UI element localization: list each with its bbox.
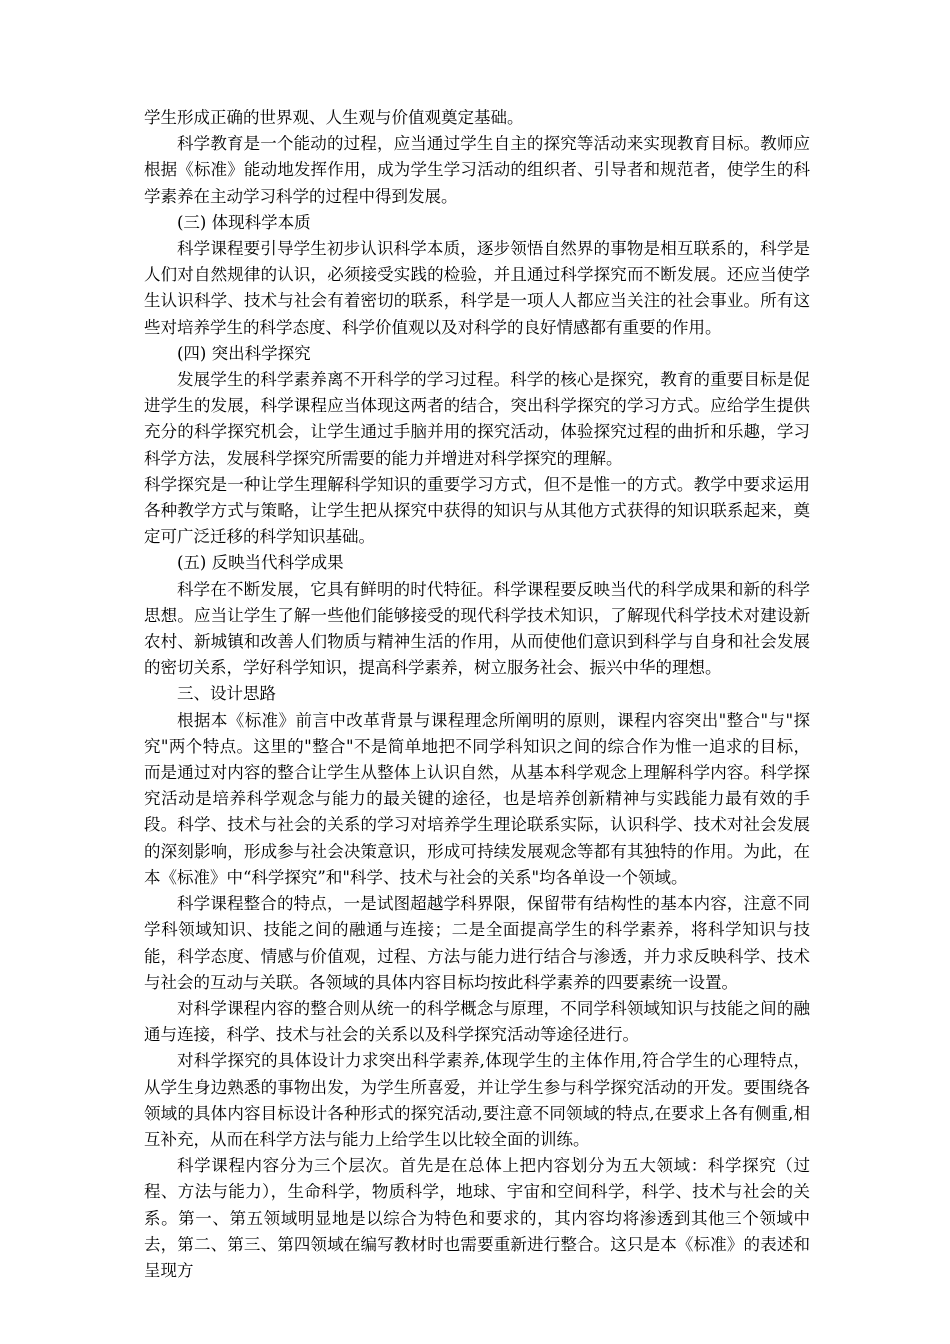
paragraph: 对科学探究的具体设计力求突出科学素养,体现学生的主体作用,符合学生的心理特点，从学生身边熟悉的事物出发，为学生所喜爱，并让学生参与科学探究活动的开发。要围绕各领域的具体内容目标设计各种形式的探究活动,要注意不同领域的特点,在要求上各有侧重,相互补充，从而在科学方法与能力上给学生以比较全面的训练。 <box>144 1051 810 1149</box>
paragraph: 科学在不断发展，它具有鲜明的时代特征。科学课程要反映当代的科学成果和新的科学思想。应当让学生了解一些他们能够接受的现代科学技术知识，了解现代科学技术对建设新农村、新城镇和改善人们物质与精神生活的作用，从而使他们意识到科学与自身和社会发展的密切关系，学好科学知识，提高科学素养，树立服务社会、振兴中华的理想。 <box>144 579 810 678</box>
paragraph: 科学课程内容分为三个层次。首先是在总体上把内容划分为五大领域：科学探究（过程、方法与能力），生命科学，物质科学，地球、宇宙和空间科学，科学、技术与社会的关系。第一、第五领域明显地是以综合为特色和要求的，其内容均将渗透到其他三个领域中去，第二、第三、第四领域在编写教材时也需要重新进行整合。这只是本《标准》的表述和呈现方 <box>144 1156 810 1280</box>
paragraph: 对科学课程内容的整合则从统一的科学概念与原理，不同学科领域知识与技能之间的融通与连接，科学、技术与社会的关系以及科学探究活动等途径进行。 <box>144 998 810 1045</box>
paragraph-unindented: 科学探究是一种让学生理解科学知识的重要学习方式，但不是惟一的方式。教学中要求运用各种教学方式与策略，让学生把从探究中获得的知识与从其他方式获得的知识联系起来，奠定可广泛迁移的科学知识基础。 <box>144 474 810 547</box>
paragraph-continuation: 学生形成正确的世界观、人生观与价值观奠定基础。 <box>144 108 524 127</box>
paragraph: 科学课程整合的特点，一是试图超越学科界限，保留带有结构性的基本内容，注意不同学科领域知识、技能之间的融通与连接；二是全面提高学生的科学素养，将科学知识与技能，科学态度、情感与价值观，过程、方法与能力进行结合与渗透，并力求反映科学、技术与社会的互动与关联。各领域的具体内容目标均按此科学素养的四要素统一设置。 <box>144 894 810 992</box>
chapter-heading: 三、设计思路 <box>177 684 276 704</box>
paragraph: 根据本《标准》前言中改革背景与课程理念所阐明的原则，课程内容突出"整合"与"探究"两个特点。这里的"整合"不是简单地把不同学科知识之间的综合作为惟一追求的目标，而是通过对内容的整合让学生从整体上认识自然，从基本科学观念上理解科学内容。科学探究活动是培养科学观念与能力的最关键的途径，也是培养创新精神与实践能力最有效的手段。科学、技术与社会的关系的学习对培养学生理论联系实际，认识科学、技术对社会发展的深刻影响，形成参与社会决策意识，形成可持续发展观念等都有其独特的作用。为此，在本《标准》中“科学探究”和"科学、技术与社会的关系"均各单设一个领域。 <box>144 710 810 887</box>
document-body <box>144 105 810 1284</box>
paragraph: 科学教育是一个能动的过程，应当通过学生自主的探究等活动来实现教育目标。教师应根据《标准》能动地发挥作用，成为学生学习活动的组织者、引导者和规范者，使学生的科学素养在主动学习科学的过程中得到发展。 <box>144 134 810 206</box>
paragraph: 科学课程要引导学生初步认识科学本质，逐步领悟自然界的事物是相互联系的，科学是人们对自然规律的认识，必须接受实践的检验，并且通过科学探究而不断发展。还应当使学生认识科学、技术与社会有着密切的联系，科学是一项人人都应当关注的社会事业。所有这些对培养学生的科学态度、科学价值观以及对科学的良好情感都有重要的作用。 <box>144 239 810 337</box>
section-heading: (三) 体现科学本质 <box>177 212 311 232</box>
section-heading: (五) 反映当代科学成果 <box>177 553 344 573</box>
section-heading: (四) 突出科学探究 <box>177 343 311 363</box>
paragraph: 发展学生的科学素养离不开科学的学习过程。科学的核心是探究，教育的重要目标是促进学生的发展，科学课程应当体现这两者的结合，突出科学探究的学习方式。应给学生提供充分的科学探究机会，让学生通过手脑并用的探究活动，体验探究过程的曲折和乐趣，学习科学方法，发展科学探究所需要的能力并增进对科学探究的理解。 <box>144 370 810 468</box>
